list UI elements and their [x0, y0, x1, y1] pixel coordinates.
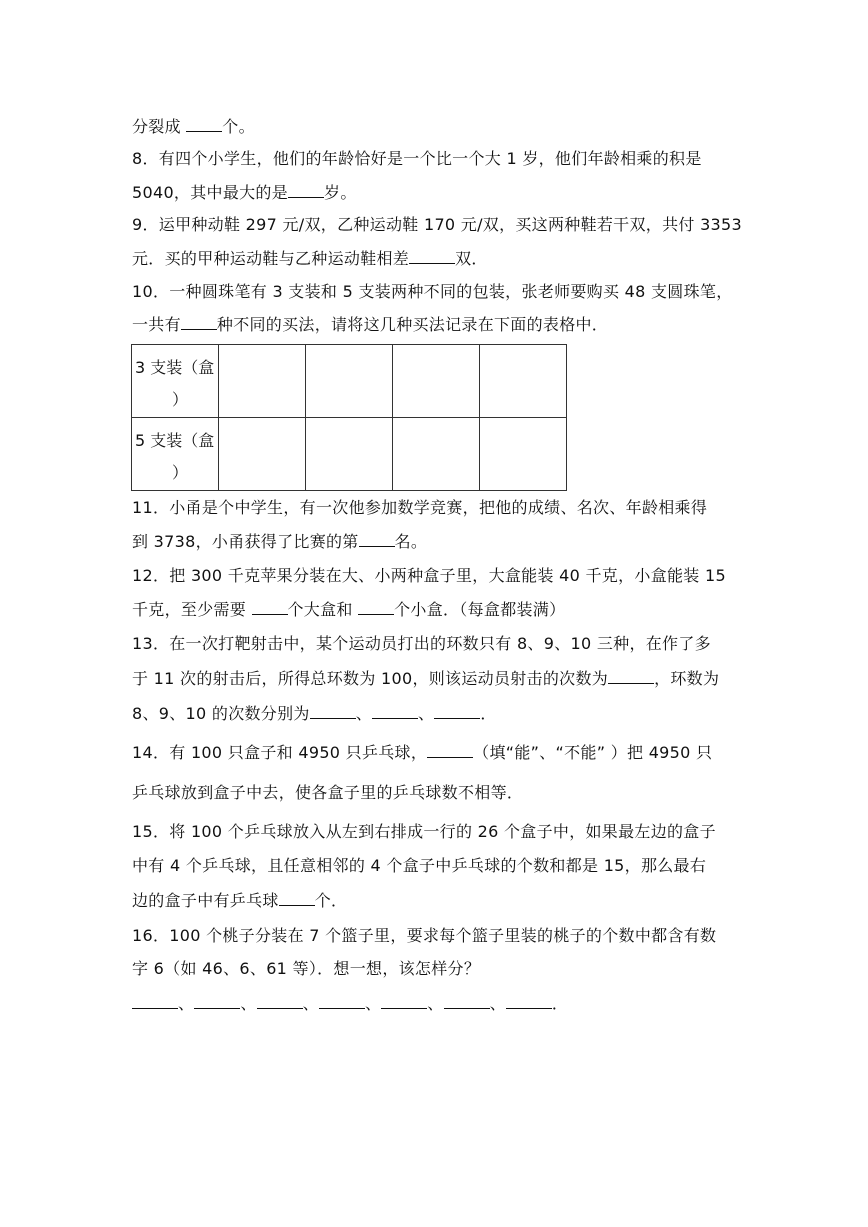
q13-line2: [132, 668, 719, 689]
q12-small-box-blank[interactable]: [358, 599, 394, 615]
table-row: [132, 345, 567, 418]
q16-line1: 16．100 个桃子分装在 7 个篮子里，要求每个篮子里装的桃子的个数中都含有数: [132, 926, 717, 945]
q16-basket-2-blank[interactable]: [194, 993, 240, 1009]
row-label-5-pack-text: 5 支装（盒: [135, 431, 215, 450]
q11-answer-blank[interactable]: [359, 531, 395, 547]
q16-end: ．: [551, 994, 569, 1013]
q13-count-10-blank[interactable]: [434, 703, 480, 719]
q16-basket-5-blank[interactable]: [381, 993, 427, 1009]
q16-basket-4-blank[interactable]: [319, 993, 365, 1009]
q16-line3: [132, 993, 568, 1014]
q16-basket-7-blank[interactable]: [506, 993, 552, 1009]
q9-text-before: 元．买的甲种运动鞋与乙种运动鞋相差: [132, 249, 410, 268]
q11-text-after: 名。: [394, 532, 428, 551]
q8-text-before: 5040，其中最大的是: [132, 183, 289, 202]
q13-count-8-blank[interactable]: [310, 703, 356, 719]
q15-line2: 中有 4 个乒乓球，且任意相邻的 4 个盒子中乒乓球的个数和都是 15，那么最右: [132, 856, 707, 875]
q12-big-box-blank[interactable]: [252, 599, 288, 615]
q10-text-after: 种不同的买法，请将这几种买法记录在下面的表格中．: [216, 315, 609, 334]
q16-basket-1-blank[interactable]: [132, 993, 178, 1009]
q7-tail: [132, 116, 255, 137]
q10-line1: 10．一种圆珠笔有 3 支装和 5 支装两种不同的包装，张老师要购买 48 支圆珠笔，: [132, 282, 733, 301]
table-cell[interactable]: [219, 418, 306, 491]
row-label-3-pack: [132, 345, 219, 418]
q9-text-after: 双．: [455, 249, 488, 268]
q16-sep: 、: [302, 994, 319, 1013]
q15-answer-blank[interactable]: [279, 890, 315, 906]
q12-line1: 12．把 300 千克苹果分装在大、小两种盒子里，大盒能装 40 千克，小盒能装 15: [132, 566, 726, 585]
q16-sep: 、: [489, 994, 506, 1013]
table-cell[interactable]: [219, 345, 306, 418]
q9-line2: [132, 248, 488, 269]
q8-line2: [132, 182, 357, 203]
q15-text-after: 个．: [314, 891, 348, 910]
q14-text-after: （填“能”、“不能” ）把 4950 只: [473, 743, 713, 762]
table-cell[interactable]: [306, 418, 393, 491]
row-label-5-pack-paren: ）: [172, 463, 189, 482]
q13-sep: 、: [355, 704, 373, 723]
q15-line3: [132, 890, 347, 911]
q11-line1: 11．小甬是个中学生，有一次他参加数学竞赛，把他的成绩、名次、年龄相乘得: [132, 498, 708, 517]
q12-text-b: 个大盒和: [287, 600, 359, 619]
row-label-3-pack-text: 3 支装（盒: [135, 358, 215, 377]
q13-line1: 13．在一次打靶射击中，某个运动员打出的环数只有 8、9、10 三种，在作了多: [132, 634, 711, 653]
q15-line1: 15．将 100 个乒乓球放入从左到右排成一行的 26 个盒子中，如果最左边的盒子: [132, 822, 716, 841]
q12-line2: [132, 599, 565, 620]
q13-line3: [132, 703, 497, 724]
q16-basket-6-blank[interactable]: [444, 993, 490, 1009]
q8-text-after: 岁。: [324, 183, 357, 202]
table-cell[interactable]: [480, 418, 567, 491]
q16-sep: 、: [240, 994, 257, 1013]
q11-line2: [132, 531, 427, 552]
table-cell[interactable]: [306, 345, 393, 418]
q13-line3-text: 8、9、10 的次数分别为: [132, 704, 310, 723]
q13-text-after: ，环数为: [654, 669, 720, 688]
q13-count-9-blank[interactable]: [372, 703, 418, 719]
q13-total-shots-blank[interactable]: [608, 668, 654, 684]
q8-line1: 8．有四个小学生，他们的年龄恰好是一个比一个大 1 岁，他们年龄相乘的积是: [132, 149, 702, 168]
q14-line2: 乒乓球放到盒子中去，使各盒子里的乒乓球数不相等．: [132, 783, 524, 802]
q16-sep: 、: [427, 994, 444, 1013]
q7-text-after: 个。: [222, 117, 255, 136]
q10-answer-blank[interactable]: [181, 314, 217, 330]
q7-answer-blank[interactable]: [186, 116, 222, 132]
q12-text-a: 千克，至少需要: [132, 600, 252, 619]
q14-text-before: 14．有 100 只盒子和 4950 只乒乓球，: [132, 743, 428, 762]
q16-line2: 字 6（如 46、6、61 等）．想一想，该怎样分？: [132, 959, 481, 978]
table-row: [132, 418, 567, 491]
q9-answer-blank[interactable]: [409, 248, 455, 264]
q8-answer-blank[interactable]: [288, 182, 324, 198]
q16-sep: 、: [178, 994, 195, 1013]
q13-text-before: 于 11 次的射击后，所得总环数为 100，则该运动员射击的次数为: [132, 669, 609, 688]
q7-text-before: 分裂成: [132, 117, 187, 136]
purchase-table: [131, 344, 567, 491]
q11-text-before: 到 3738，小甬获得了比赛的第: [132, 532, 359, 551]
q10-line2: [132, 314, 608, 335]
q12-text-c: 个小盒．（每盒都装满）: [394, 600, 566, 619]
q14-line1: [132, 742, 712, 763]
row-label-3-pack-paren: ）: [172, 390, 189, 409]
row-label-5-pack: [132, 418, 219, 491]
q13-sep: 、: [418, 704, 435, 723]
table-cell[interactable]: [393, 345, 480, 418]
q16-sep: 、: [364, 994, 382, 1013]
table-cell[interactable]: [480, 345, 567, 418]
q13-end: ．: [480, 704, 497, 723]
q16-basket-3-blank[interactable]: [257, 993, 303, 1009]
q14-answer-blank[interactable]: [427, 742, 473, 758]
q10-text-before: 一共有: [132, 315, 181, 334]
q9-line1: 9．运甲种动鞋 297 元/双，乙种运动鞋 170 元/双，买这两种鞋若干双，共付 3353: [132, 215, 742, 234]
table-cell[interactable]: [393, 418, 480, 491]
q15-text-before: 边的盒子中有乒乓球: [132, 891, 279, 910]
